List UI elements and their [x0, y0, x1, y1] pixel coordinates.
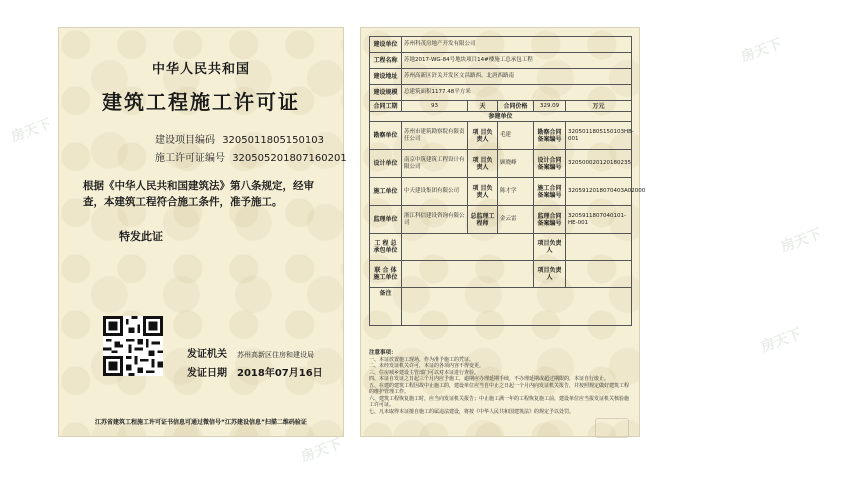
- country-heading: 中华人民共和国: [151, 62, 250, 77]
- note-item: 六、建筑工程恢复施工时，应当向发证机关报告；中止施工满一年的工程恢复施工前，建设单位应当报发证机关核验施工许可证。: [369, 395, 630, 408]
- term-unit: 天: [468, 101, 498, 112]
- participant-lead-label: 总监理工程师: [468, 206, 498, 234]
- participant-lead-label: 项 目负责人: [468, 150, 498, 178]
- watermark-text: 房天下: [778, 226, 824, 256]
- participant-lead: 毛建: [498, 122, 534, 150]
- remarks-row: [370, 288, 632, 326]
- issuer-row: [187, 345, 314, 360]
- permit-no-label: 施工许可证编号: [155, 153, 225, 164]
- project-code-value: 3205011805150103: [222, 135, 324, 146]
- remarks-label: 备注: [370, 288, 402, 326]
- participant-code: 3205912018070403A02000: [566, 178, 632, 206]
- participant-org: 苏州市建筑勘察院有限责任公司: [402, 122, 468, 150]
- joint-value: [402, 261, 534, 288]
- participant-row: [370, 206, 632, 234]
- builder-row: [370, 37, 632, 53]
- participant-role: 施工单位: [370, 178, 402, 206]
- participant-lead-label: 项 目负责人: [468, 178, 498, 206]
- scale-label: 建设规模: [370, 85, 402, 101]
- participant-code: 320500020120180235: [566, 150, 632, 178]
- note-item: 七、凡未取得本证擅自施工的属违法建设，将按《中华人民共和国建筑法》的规定予以处罚。: [369, 408, 575, 415]
- gc-value: [402, 234, 534, 261]
- participant-role: 设计单位: [370, 150, 402, 178]
- joint-label: 联 合 体施工单位: [370, 261, 402, 288]
- price-label: 合同价格: [498, 101, 534, 112]
- issuer-value: 苏州高新区住房和建设局: [237, 351, 314, 359]
- note-item: 二、未经发证机关许可，本证的各项内容不得变更。: [369, 363, 485, 369]
- permit-cover-page: [59, 28, 347, 436]
- scale-row: [370, 85, 632, 101]
- notes-title: 注意事项：: [369, 350, 397, 356]
- issue-statement: 特发此证: [119, 230, 163, 243]
- price-value: 329.09: [534, 101, 566, 112]
- note-item: 五、在建的建筑工程因故中止施工的，建设单位应当自中止之日起一个月内向发证机关报告，并按照规定做好建筑工程的维护管理工作。: [369, 382, 630, 395]
- notes-section: [369, 350, 631, 415]
- term-price-row: [370, 101, 632, 112]
- price-unit: 万元: [566, 101, 632, 112]
- gc-label: 工 程 总承包单位: [370, 234, 402, 261]
- permit-no-value: 320505201807160201: [232, 153, 347, 164]
- seal-stamp-icon: [595, 418, 629, 438]
- term-label: 合同工期: [370, 101, 402, 112]
- builder-value: 苏州科茂房地产开发有限公司: [402, 37, 632, 53]
- joint-contractor-row: [370, 261, 632, 288]
- permit-title: 建筑工程施工许可证: [102, 90, 300, 114]
- issue-date-value: 2018年07月16日: [237, 368, 323, 379]
- address-label: 建设地址: [370, 69, 402, 85]
- watermark-text: 房天下: [298, 436, 344, 466]
- project-label: 工程名称: [370, 53, 402, 69]
- participant-row: [370, 150, 632, 178]
- remarks-value: [402, 288, 632, 326]
- participant-lead: 陈才学: [498, 178, 534, 206]
- participant-row: [370, 122, 632, 150]
- participant-code: 3205011805150103HB-001: [566, 122, 632, 150]
- watermark-text: 房天下: [758, 326, 804, 356]
- participant-code-label: 施工合同备案编号: [534, 178, 566, 206]
- project-row: [370, 53, 632, 69]
- participant-org: 中天建设集团有限公司: [402, 178, 468, 206]
- participant-lead-label: 项 目负责人: [468, 122, 498, 150]
- legal-statement: 根据《中华人民共和国建筑法》第八条规定，经审查，本建筑工程符合施工条件，准予施工。: [83, 180, 314, 208]
- builder-label: 建设单位: [370, 37, 402, 53]
- project-value: 苏地2017-WG-84号地块项目14#楼施工总承包工程: [402, 53, 632, 69]
- note-item: 三、住房城乡建设主管部门可以对本证进行查验。: [369, 369, 480, 376]
- project-code-label: 建设项目编码: [155, 135, 215, 146]
- joint-lead-label: 项目负责人: [534, 261, 566, 288]
- issue-date-row: [187, 364, 323, 379]
- participants-title: 参建单位: [370, 112, 632, 122]
- participant-row: [370, 178, 632, 206]
- participant-lead: 金云雷: [498, 206, 534, 234]
- scale-value: 总建筑面积1177.48平方米: [402, 85, 632, 101]
- general-contractor-row: [370, 234, 632, 261]
- participant-org: 浙江科信建设咨询有限公司: [402, 206, 468, 234]
- address-value: 苏州高新区浒关开发区文昌路西、北唐西路南: [402, 69, 632, 85]
- address-row: [370, 69, 632, 85]
- participant-role: 监理单位: [370, 206, 402, 234]
- term-value: 93: [402, 101, 468, 112]
- watermark-text: 房天下: [8, 116, 54, 146]
- permit-no-row: [155, 149, 347, 164]
- qr-code-icon: [103, 316, 163, 376]
- note-item: 四、本证自发证之日起三个月内应予施工，逾期应办理延期手续，不办理延期或超过期限的，本证自行废止。: [369, 376, 610, 382]
- participants-header-row: [370, 112, 632, 122]
- project-code-row: [155, 131, 324, 146]
- issue-date-label: 发证日期: [187, 368, 227, 379]
- participant-lead: 顾晓峰: [498, 150, 534, 178]
- watermark-text: 房天下: [738, 36, 784, 66]
- joint-lead-value: [566, 261, 632, 288]
- permit-details-table: [369, 36, 646, 326]
- issuer-label: 发证机关: [187, 349, 227, 360]
- gc-lead-value: [566, 234, 632, 261]
- verification-footer: 江苏省建筑工程施工许可证书信息可通过微信号“江苏建设信息”扫描二维码验证: [95, 419, 307, 426]
- participant-code-label: 勘察合同备案编号: [534, 122, 566, 150]
- participant-code-label: 监理合同备案编号: [534, 206, 566, 234]
- participant-code-label: 设计合同备案编号: [534, 150, 566, 178]
- participant-org: 南京中筑建筑工程设计有限公司: [402, 150, 468, 178]
- gc-lead-label: 项目负责人: [534, 234, 566, 261]
- participant-role: 勘察单位: [370, 122, 402, 150]
- note-item: 一、本证放置施工现场，作为准予施工的凭证。: [369, 356, 475, 363]
- participant-code: 3205911807040101-HE-001: [566, 206, 632, 234]
- permit-details-page: [361, 28, 646, 436]
